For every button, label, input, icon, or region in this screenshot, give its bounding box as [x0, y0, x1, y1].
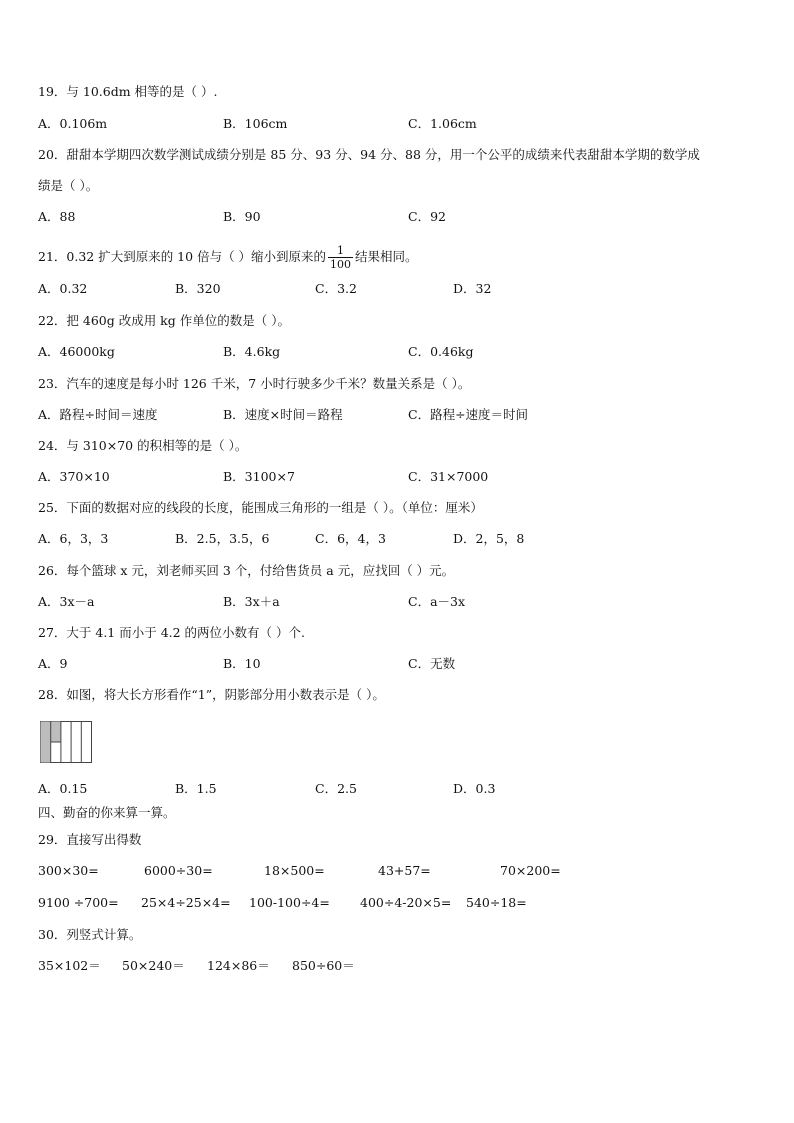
- q24-option-2: B．3100×7: [223, 469, 295, 484]
- fraction-denominator: 100: [330, 258, 352, 271]
- q23-option-2: B．速度×时间＝路程: [223, 407, 343, 422]
- q24-option-3: C．31×7000: [408, 469, 489, 484]
- q27-text: 27．大于 4.1 而小于 4.2 的两位小数有（ ）个.: [38, 625, 306, 640]
- q27-option-3: C．无数: [408, 656, 456, 671]
- q22-options: [38, 344, 758, 360]
- section-4-heading: 四、勤奋的你来算一算。: [38, 805, 176, 820]
- q28-options: [38, 781, 758, 797]
- q22-option-3: C．0.46kg: [408, 344, 474, 359]
- q29-item-4: 43+57=: [378, 863, 431, 878]
- q29-item-row2-5: 540÷18=: [466, 895, 527, 910]
- question-21-text-before: 21．0.32 扩大到原来的 10 倍与（ ）缩小到原来的: [38, 249, 327, 264]
- question-30-row: [38, 958, 758, 974]
- q22-text: 22．把 460g 改成用 kg 作单位的数是（ ）。: [38, 313, 290, 328]
- q29-item-3: 18×500=: [264, 863, 325, 878]
- q24-text: 24．与 310×70 的积相等的是（ ）。: [38, 438, 248, 453]
- q20-text-continued: 绩是（ ）。: [38, 178, 99, 193]
- q19-option-1: A．0.106m: [38, 116, 108, 131]
- q26-option-2: B．3x＋a: [223, 594, 280, 609]
- q25-option-2: B．2.5，3.5，6: [175, 531, 270, 546]
- q29-item-row2-3: 100-100÷4=: [249, 895, 330, 910]
- q30-item-2: 50×240＝: [122, 958, 185, 973]
- q23-text: 23．汽车的速度是每小时 126 千米，7 小时行驶多少千米？数量关系是（ ）。: [38, 376, 471, 391]
- q29-item-row2-1: 9100 ÷700=: [38, 895, 119, 910]
- q29-item-2: 6000÷30=: [144, 863, 213, 878]
- q27-options: [38, 656, 758, 672]
- q20-text: 20．甜甜本学期四次数学测试成绩分别是 85 分、93 分、94 分、88 分，用一个公平的成绩来代表甜甜本学期的数学成: [38, 147, 700, 162]
- q23-option-1: A．路程÷时间＝速度: [38, 407, 158, 422]
- question-29-row-2: [38, 895, 758, 911]
- q29-item-row2-2: 25×4÷25×4=: [141, 895, 231, 910]
- q28-option-3: C．2.5: [315, 781, 357, 796]
- q25-option-1: A．6，3，3: [38, 531, 109, 546]
- figure-shaded-strip: [41, 722, 51, 763]
- q27-option-1: A．9: [38, 656, 68, 671]
- q25-option-4: D．2，5，8: [453, 531, 525, 546]
- fraction-one-hundredth: [328, 244, 353, 271]
- question-21: [38, 244, 418, 271]
- q25-options: [38, 531, 758, 547]
- q22-option-2: B．4.6kg: [223, 344, 281, 359]
- q19-option-2: B．106cm: [223, 116, 288, 131]
- q20-options: [38, 209, 758, 225]
- question-29-title: 29．直接写出得数: [38, 832, 142, 847]
- q28-option-1: A．0.15: [38, 781, 88, 796]
- q30-item-4: 850÷60＝: [292, 958, 355, 973]
- q20-option-1: A．88: [38, 209, 76, 224]
- q26-option-1: A．3x－a: [38, 594, 95, 609]
- rectangle-figure: [40, 721, 92, 763]
- q25-option-3: C．6，4，3: [315, 531, 386, 546]
- q20-option-3: C．92: [408, 209, 446, 224]
- q23-option-3: C．路程÷速度＝时间: [408, 407, 529, 422]
- q28-text: 28．如图，将大长方形看作“1”，阴影部分用小数表示是（ ）。: [38, 687, 385, 702]
- q19-options: [38, 116, 758, 132]
- q28-option-2: B．1.5: [175, 781, 217, 796]
- q21-option-1: A．0.32: [38, 281, 88, 296]
- q19-text: 19．与 10.6dm 相等的是（ ）.: [38, 84, 218, 99]
- q29-item-row2-4: 400÷4-20×5=: [360, 895, 452, 910]
- q29-item-5: 70×200=: [500, 863, 561, 878]
- q21-option-3: C．3.2: [315, 281, 357, 296]
- q26-text: 26．每个篮球 x 元，刘老师买回 3 个，付给售货员 a 元，应找回（ ）元。: [38, 563, 455, 578]
- q21-option-2: B．320: [175, 281, 221, 296]
- q23-options: [38, 407, 758, 423]
- question-21-options: [38, 281, 758, 297]
- q28-option-4: D．0.3: [453, 781, 496, 796]
- q24-options: [38, 469, 758, 485]
- q30-item-3: 124×86＝: [207, 958, 270, 973]
- q26-option-3: C．a－3x: [408, 594, 466, 609]
- q24-option-1: A．370×10: [38, 469, 110, 484]
- q27-option-2: B．10: [223, 656, 261, 671]
- question-21-text-after: 结果相同。: [355, 249, 418, 264]
- fraction-numerator: 1: [328, 244, 353, 258]
- q20-option-2: B．90: [223, 209, 261, 224]
- q25-text: 25．下面的数据对应的线段的长度，能围成三角形的一组是（ ）。（单位：厘米）: [38, 500, 483, 515]
- q19-option-3: C．1.06cm: [408, 116, 477, 131]
- question-30-title: 30．列竖式计算。: [38, 927, 142, 942]
- q30-item-1: 35×102＝: [38, 958, 101, 973]
- q21-option-4: D．32: [453, 281, 492, 296]
- figure-shaded-half-strip: [51, 722, 61, 743]
- q29-item-1: 300×30=: [38, 863, 99, 878]
- q26-options: [38, 594, 758, 610]
- question-29-row-1: [38, 863, 758, 879]
- q22-option-1: A．46000kg: [38, 344, 115, 359]
